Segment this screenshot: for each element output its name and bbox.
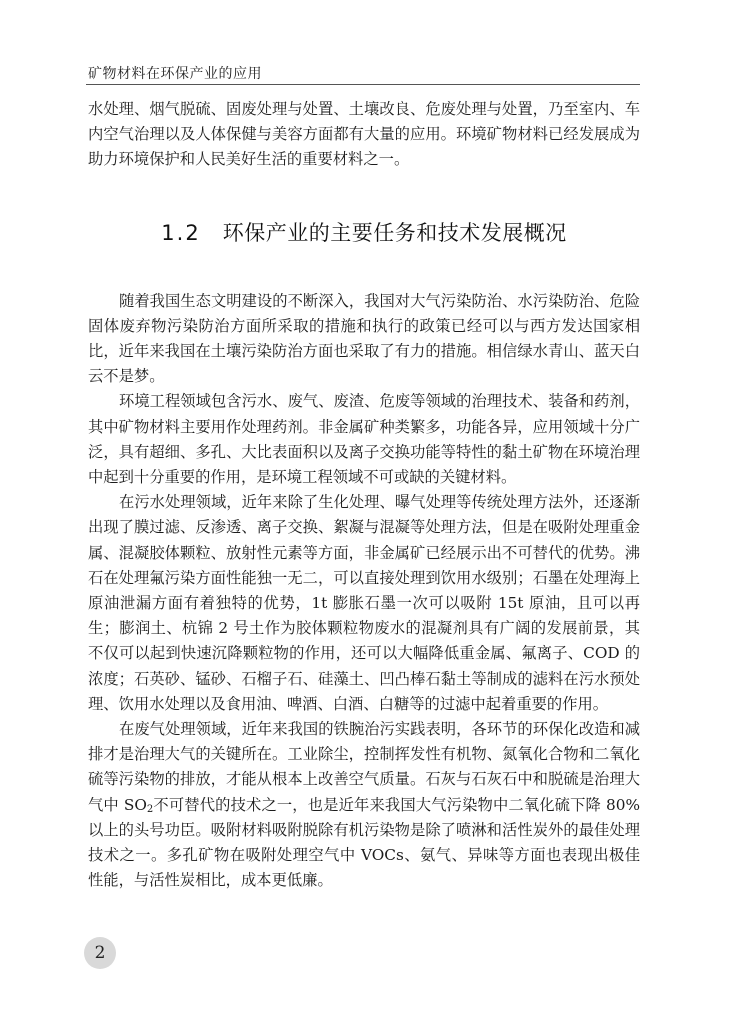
section-number: 1.2 — [161, 220, 201, 245]
waste-gas-text-start: 在废气处理领域，近年来我国的铁腕治污实践表明，各环节的环保化改造和减排才是治理大气的关键所在。工业除尘，控制挥发性有机物、氮氧化合物和二氧化硫等污染物的排放，才能从根本上改善空气质量。石灰与石灰石中和脱硫是治理大气中 SO — [88, 720, 640, 814]
paragraph-environmental-engineering: 环境工程领域包含污水、废气、废渣、危废等领域的治理技术、装备和药剂，其中矿物材料主要用作处理药剂。非金属矿种类繁多，功能各异，应用领域十分广泛，具有超细、多孔、大比表面积以及离子交换功能等特性的黏土矿物在环境治理中起到十分重要的作用，是环境工程领域不可或缺的关键材料。 — [88, 392, 640, 487]
section-title: 环保产业的主要任务和技术发展概况 — [222, 220, 567, 245]
paragraph-waste-gas — [88, 717, 640, 893]
paragraph-ecology: 随着我国生态文明建设的不断深入，我国对大气污染防治、水污染防治、危险固体废弃物污染防治方面所采取的措施和执行的政策已经可以与西方发达国家相比，近年来我国在土壤污染防治方面也采取了有力的措施。相信绿水青山、蓝天白云不是梦。 — [88, 291, 640, 386]
running-header-title: 矿物材料在环保产业的应用 — [88, 66, 262, 82]
paragraph-wastewater: 在污水处理领域，近年来除了生化处理、曝气处理等传统处理方法外，还逐渐出现了膜过滤、反渗透、离子交换、絮凝与混凝等处理方法，但是在吸附处理重金属、混凝胶体颗粒、放射性元素等方面，非金属矿已经展示出不可替代的优势。沸石在处理氟污染方面性能独一无二，可以直接处理到饮用水级别；石墨在处理海上原油泄漏方面有着独特的优势，1t 膨胀石墨一次可以吸附 15t 原油，且可以再生；膨润土、杭锦 2 号土作为胶体颗粒物废水的混凝剂具有广阔的发展前景，其不仅可以起到快速沉降颗粒物的作用，还可以大幅降低重金属、氟离子、COD 的浓度；石英砂、锰砂、石榴子石、硅藻土、凹凸棒石黏土等制成的滤料在污水预处理、饮用水处理以及食用油、啤酒、白酒、白糖等的过滤中起着重要的作用。 — [88, 493, 640, 713]
header-divider — [86, 84, 640, 85]
so2-subscript: 2 — [146, 803, 154, 815]
intro-paragraph: 水处理、烟气脱硫、固废处理与处置、土壤改良、危废处理与处置，乃至室内、车内空气治理以及人体保健与美容方面都有大量的应用。环境矿物材料已经发展成为助力环境保护和人民美好生活的重要材料之一。 — [88, 100, 640, 169]
section-heading — [88, 217, 640, 247]
page-number-badge: 2 — [84, 937, 116, 969]
page-body — [88, 97, 640, 893]
waste-gas-text-end: 不可替代的技术之一，也是近年来我国大气污染物中二氧化硫下降 80%以上的头号功臣。吸附材料吸附脱除有机污染物是除了喷淋和活性炭外的最佳处理技术之一。多孔矿物在吸附处理空气中 VOCs、氨气、异味等方面也表现出极佳性能，与活性炭相比，成本更低廉。 — [88, 795, 640, 890]
